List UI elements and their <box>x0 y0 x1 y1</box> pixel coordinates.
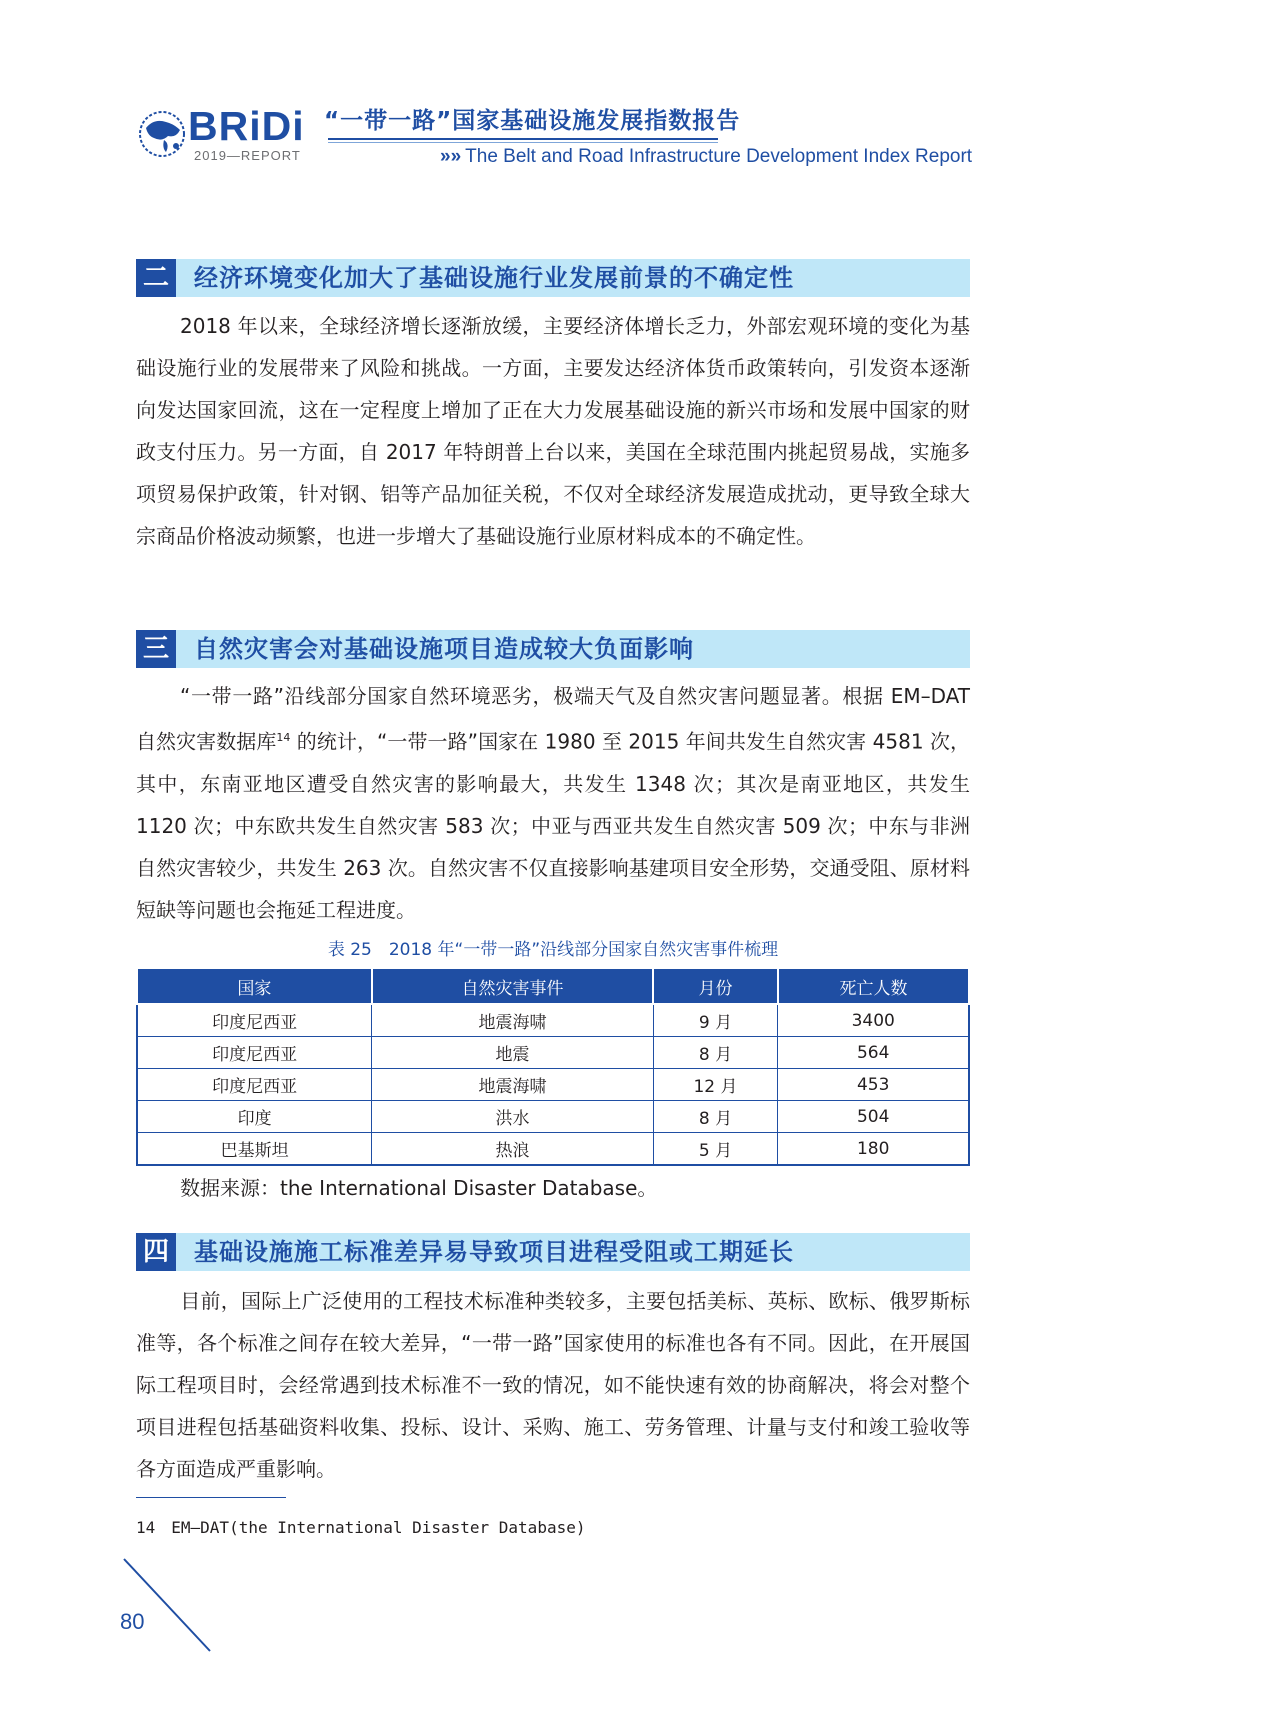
section-heading-2 <box>136 259 970 297</box>
cell-country: 印度尼西亚 <box>137 1037 372 1069</box>
cell-event: 洪水 <box>372 1101 653 1133</box>
cell-event: 地震海啸 <box>372 1069 653 1101</box>
section-title: 基础设施施工标准差异易导致项目进程受阻或工期延长 <box>194 1238 794 1266</box>
cell-country: 印度尼西亚 <box>137 1004 372 1037</box>
cell-country: 印度 <box>137 1101 372 1133</box>
cell-month: 8 月 <box>653 1101 778 1133</box>
cell-country: 印度尼西亚 <box>137 1069 372 1101</box>
section-title: 自然灾害会对基础设施项目造成较大负面影响 <box>194 635 694 663</box>
cell-event: 热浪 <box>372 1133 653 1166</box>
section-2-paragraph <box>136 305 970 557</box>
report-title-en-row <box>440 146 972 168</box>
table-row <box>137 1133 969 1166</box>
section-heading-3 <box>136 630 970 668</box>
header-rule-thin <box>328 142 718 143</box>
table-source: 数据来源：the International Disaster Database。 <box>180 1176 658 1200</box>
col-header-country: 国家 <box>137 968 372 1004</box>
page-header <box>136 98 976 178</box>
bridi-logo <box>136 98 306 168</box>
paragraph-text: 2018 年以来，全球经济增长逐渐放缓，主要经济体增长乏力，外部宏观环境的变化为基础设施行业的发展带来了风险和挑战。一方面，主要发达经济体货币政策转向，引发资本逐渐向发达国家回流，这在一定程度上增加了正在大力发展基础设施的新兴市场和发展中国家的财政支付压力。另一方面，自 2017 年特朗普上台以来，美国在全球范围内挑起贸易战，实施多项贸易保护政策，针对钢、铝等产品加征关税，不仅对全球经济发展造成扰动，更导致全球大宗商品价格波动频繁，也进一步增大了基础设施行业原材料成本的不确定性。 <box>136 314 970 548</box>
header-rule <box>328 138 718 140</box>
cell-deaths: 3400 <box>778 1004 969 1037</box>
section-4-paragraph <box>136 1280 970 1490</box>
globe-icon <box>136 108 196 160</box>
logo-text: BRiDi <box>188 103 305 149</box>
footnote-rule <box>136 1497 286 1498</box>
section-number: 四 <box>136 1233 176 1271</box>
paragraph-text-a: “一带一路”沿线部分国家自然环境恶劣，极端天气及自然灾害问题显著。根据 EM–DAT 自然灾害数据库 <box>136 684 970 754</box>
cell-month: 8 月 <box>653 1037 778 1069</box>
section-number: 三 <box>136 630 176 668</box>
paragraph-text: 目前，国际上广泛使用的工程技术标准种类较多，主要包括美标、英标、欧标、俄罗斯标准等，各个标准之间存在较大差异，“一带一路”国家使用的标准也各有不同。因此，在开展国际工程项目时，会经常遇到技术标准不一致的情况，如不能快速有效的协商解决，将会对整个项目进程包括基础资料收集、投标、设计、采购、施工、劳务管理、计量与支付和竣工验收等各方面造成严重影响。 <box>136 1289 970 1481</box>
table-row <box>137 1069 969 1101</box>
logo-subtitle: 2019—REPORT <box>194 148 301 163</box>
chevron-right-icon: »» <box>440 146 462 167</box>
section-heading-4 <box>136 1233 970 1271</box>
table-row <box>137 1101 969 1133</box>
disaster-table <box>136 967 970 1166</box>
col-header-deaths: 死亡人数 <box>778 968 969 1004</box>
cell-event: 地震海啸 <box>372 1004 653 1037</box>
col-header-month: 月份 <box>653 968 778 1004</box>
cell-month: 9 月 <box>653 1004 778 1037</box>
section-title: 经济环境变化加大了基础设施行业发展前景的不确定性 <box>194 264 794 292</box>
corner-diagonal-line <box>120 1555 220 1655</box>
page-number: 80 <box>120 1609 145 1634</box>
table-row <box>137 1004 969 1037</box>
cell-deaths: 180 <box>778 1133 969 1166</box>
cell-month: 12 月 <box>653 1069 778 1101</box>
footnote-ref[interactable]: 14 <box>276 731 291 744</box>
cell-deaths: 504 <box>778 1101 969 1133</box>
table-caption: 表 25 2018 年“一带一路”沿线部分国家自然灾害事件梳理 <box>327 940 779 960</box>
table-header-row <box>137 968 969 1004</box>
cell-deaths: 564 <box>778 1037 969 1069</box>
footnote: 14 EM–DAT(the International Disaster Database) <box>136 1518 586 1537</box>
table-row <box>137 1037 969 1069</box>
col-header-event: 自然灾害事件 <box>372 968 653 1004</box>
report-title-en: The Belt and Road Infrastructure Development Index Report <box>465 146 973 167</box>
cell-country: 巴基斯坦 <box>137 1133 372 1166</box>
cell-event: 地震 <box>372 1037 653 1069</box>
paragraph-text-b: 的统计，“一带一路”国家在 1980 至 2015 年间共发生自然灾害 4581 次，其中，东南亚地区遭受自然灾害的影响最大，共发生 1348 次；其次是南亚地区，共发生 1120 次；中东欧共发生自然灾害 583 次；中亚与西亚共发生自然灾害 509 次；中东与非洲自然灾害较少，共发生 263 次。自然灾害不仅直接影响基建项目安全形势，交通受阻、原材料短缺等问题也会拖延工程进度。 <box>136 729 971 922</box>
section-3-paragraph <box>136 675 970 931</box>
cell-deaths: 453 <box>778 1069 969 1101</box>
report-title-cn: “一带一路”国家基础设施发展指数报告 <box>324 108 741 134</box>
section-number: 二 <box>136 259 176 297</box>
cell-month: 5 月 <box>653 1133 778 1166</box>
